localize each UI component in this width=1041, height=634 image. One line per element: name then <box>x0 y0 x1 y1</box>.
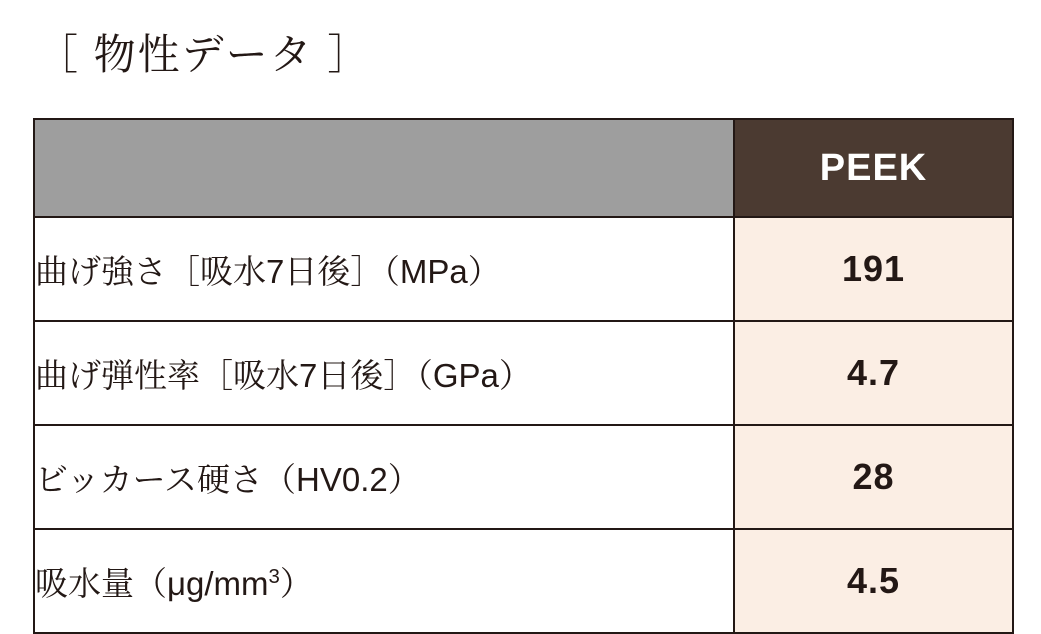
property-table-container <box>33 118 1012 634</box>
table-row <box>34 529 1013 633</box>
row-label-vickers-hardness: ビッカース硬さ（HV0.2） <box>34 425 734 529</box>
row-value-flexural-strength: 191 <box>734 217 1013 321</box>
table-row <box>34 217 1013 321</box>
row-label-water-sorption-exponent: 3 <box>268 564 280 588</box>
row-label-flexural-modulus: 曲げ弾性率［吸水7日後］（GPa） <box>34 321 734 425</box>
row-value-water-sorption: 4.5 <box>734 529 1013 633</box>
table-body <box>34 217 1013 633</box>
row-label-water-sorption-post: ） <box>279 564 313 602</box>
page-title: ［ 物性データ ］ <box>36 31 372 78</box>
row-label-water-sorption-pre: 吸水量（μg/mm <box>35 564 269 602</box>
table-row <box>34 425 1013 529</box>
table-header <box>34 119 1013 217</box>
row-value-flexural-modulus: 4.7 <box>734 321 1013 425</box>
row-value-vickers-hardness: 28 <box>734 425 1013 529</box>
row-label-water-sorption <box>34 529 734 633</box>
row-label-flexural-strength: 曲げ強さ［吸水7日後］（MPa） <box>34 217 734 321</box>
header-cell-label <box>34 119 734 217</box>
table-header-row <box>34 119 1013 217</box>
header-cell-peek: PEEK <box>734 119 1013 217</box>
table-row <box>34 321 1013 425</box>
property-data-table <box>33 118 1014 634</box>
